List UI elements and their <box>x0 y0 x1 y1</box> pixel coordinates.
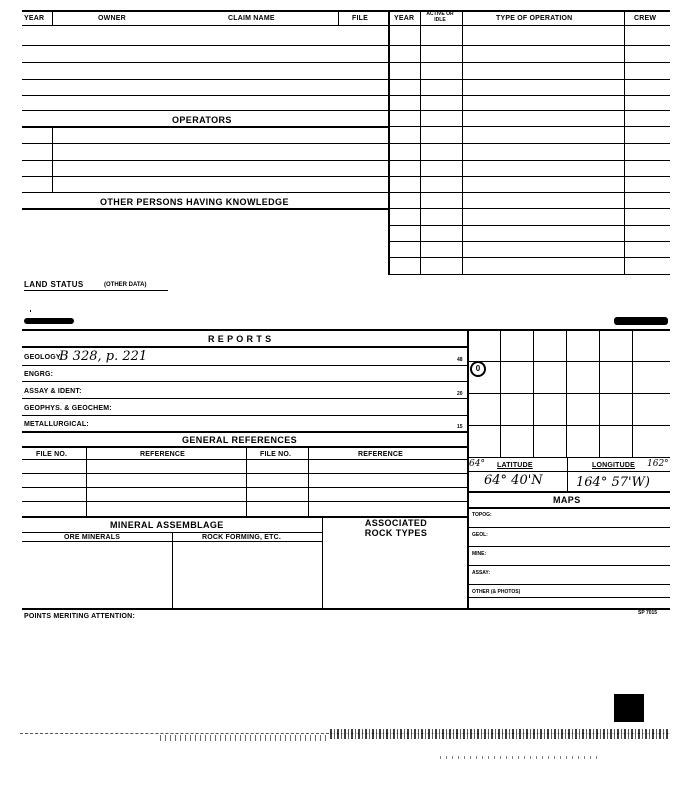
header-file: FILE <box>352 15 368 22</box>
land-status-label: LAND STATUS <box>24 280 84 289</box>
report-label-assay: ASSAY & IDENT: <box>24 388 82 395</box>
ink-smudge-left <box>24 318 74 324</box>
latitude-label: LATITUDE <box>497 462 533 469</box>
report-label-geophys: GEOPHYS. & GEOCHEM: <box>24 405 112 412</box>
maps-row-mine: MINE: <box>472 551 487 557</box>
col-file-no-2: FILE NO. <box>260 451 292 458</box>
lat-prefix: 64° <box>469 459 485 469</box>
form-number: SP 7015 <box>638 610 658 616</box>
header-owner: OWNER <box>98 15 126 22</box>
land-status-sublabel: (OTHER DATA) <box>104 282 147 288</box>
lon-prefix: 162° <box>647 459 669 469</box>
maps-title: MAPS <box>553 495 581 505</box>
report-num-metallurgical: 15 <box>457 424 463 430</box>
report-value-geology: B 328, p. 221 <box>59 349 148 364</box>
ore-minerals-label: ORE MINERALS <box>64 534 121 541</box>
other-persons-label: OTHER PERSONS HAVING KNOWLEDGE <box>100 197 289 207</box>
report-num-geology: 48 <box>457 357 463 363</box>
ink-smudge-right <box>614 317 668 325</box>
location-marker-text: 0 <box>475 364 481 373</box>
maps-row-geol: GEOL: <box>472 532 488 538</box>
col-file-no: FILE NO. <box>36 451 68 458</box>
operators-label: OPERATORS <box>172 115 232 125</box>
reports-title: R E P O R T S <box>208 334 272 344</box>
mineral-assemblage-title: MINERAL ASSEMBLAGE <box>110 520 224 530</box>
header-claim-name: CLAIM NAME <box>228 15 275 22</box>
header-year-2: YEAR <box>394 15 415 22</box>
maps-row-other: OTHER (& PHOTOS) <box>472 589 521 595</box>
associated-rock-types: ASSOCIATED ROCK TYPES <box>364 518 428 538</box>
report-label-metallurgical: METALLURGICAL: <box>24 421 89 428</box>
location-marker-icon <box>470 361 486 377</box>
report-label-engrg: ENGRG: <box>24 371 54 378</box>
report-label-geology: GEOLOGY: <box>24 354 63 361</box>
maps-row-assay: ASSAY: <box>472 570 491 576</box>
header-type-of-operation: TYPE OF OPERATION <box>496 15 573 22</box>
general-references-title: GENERAL REFERENCES <box>182 435 298 445</box>
header-crew: CREW <box>634 15 657 22</box>
latitude-value: 64° 40'N <box>484 473 543 488</box>
points-meriting-attention: POINTS MERITING ATTENTION: <box>24 613 135 620</box>
longitude-label: LONGITUDE <box>592 462 636 469</box>
col-reference: REFERENCE <box>140 451 185 458</box>
longitude-value: 164° 57'W) <box>576 475 650 490</box>
col-reference-2: REFERENCE <box>358 451 403 458</box>
header-year: YEAR <box>24 15 45 22</box>
maps-row-topog: TOPOG: <box>472 512 492 518</box>
header-active-or-idle: ACTIVE OR IDLE <box>426 11 454 23</box>
rock-forming-label: ROCK FORMING, ETC. <box>202 534 282 541</box>
report-num-assay: 20 <box>457 391 463 397</box>
